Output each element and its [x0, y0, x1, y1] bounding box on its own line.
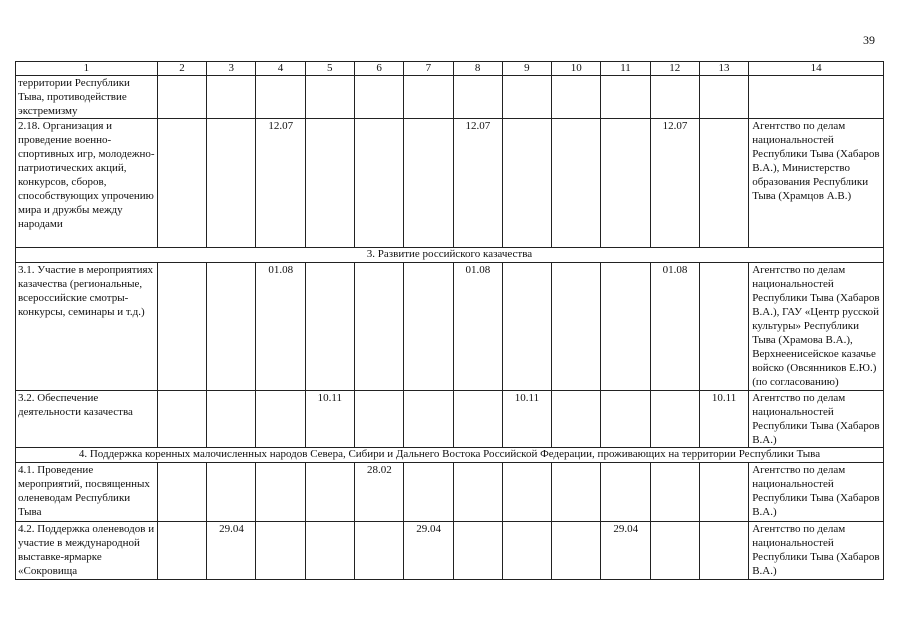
column-header: 8 [453, 62, 502, 76]
date-cell [699, 119, 748, 248]
date-cell [601, 263, 650, 391]
column-header-row [16, 62, 884, 76]
activity-cell: 4.1. Проведение мероприятий, посвященных оленеводам Республики Тыва [16, 463, 158, 522]
date-cell: 12.07 [453, 119, 502, 248]
column-header: 1 [16, 62, 158, 76]
date-cell [502, 463, 551, 522]
plan-table [15, 61, 884, 580]
date-cell [354, 119, 403, 248]
responsible-cell: Агентство по делам национальностей Республики Тыва (Хабаров В.А.) [749, 463, 884, 522]
responsible-cell: Агентство по делам национальностей Республики Тыва (Хабаров В.А.) [749, 391, 884, 448]
empty-cell [157, 76, 206, 119]
date-cell: 01.08 [453, 263, 502, 391]
date-cell [207, 76, 256, 119]
date-cell [207, 119, 256, 248]
empty-cell [157, 119, 206, 248]
date-cell [354, 263, 403, 391]
column-header: 5 [305, 62, 354, 76]
date-cell [601, 76, 650, 119]
date-cell: 29.04 [601, 522, 650, 580]
date-cell [207, 391, 256, 448]
responsible-cell: Агентство по делам национальностей Республики Тыва (Хабаров В.А.), Министерство образования Республики Тыва (Храмцов А.В.) [749, 119, 884, 248]
date-cell [305, 522, 354, 580]
date-cell [552, 119, 601, 248]
date-cell [256, 463, 305, 522]
column-header: 2 [157, 62, 206, 76]
date-cell: 12.07 [256, 119, 305, 248]
empty-cell [157, 391, 206, 448]
responsible-cell [749, 76, 884, 119]
date-cell [502, 76, 551, 119]
section-row [16, 248, 884, 263]
date-cell [404, 463, 453, 522]
activity-cell: 2.18. Организация и проведение военно-спортивных игр, молодежно-патриотических акций, конкурсов, сборов, способствующих упрочению мира и дружбы между народами [16, 119, 158, 248]
date-cell [650, 463, 699, 522]
date-cell [601, 119, 650, 248]
table-row [16, 391, 884, 448]
activity-cell: 4.2. Поддержка оленеводов и участие в международной выставке-ярмарке «Сокровища [16, 522, 158, 580]
date-cell [601, 463, 650, 522]
date-cell [699, 263, 748, 391]
date-cell [552, 522, 601, 580]
date-cell [552, 463, 601, 522]
date-cell: 10.11 [502, 391, 551, 448]
column-header: 9 [502, 62, 551, 76]
section-heading: 4. Поддержка коренных малочисленных народов Севера, Сибири и Дальнего Востока Российской Федерации, проживающих на территории Республики Тыва [16, 448, 884, 463]
empty-cell [157, 522, 206, 580]
section-heading: 3. Развитие российского казачества [16, 248, 884, 263]
date-cell [453, 522, 502, 580]
table-row [16, 76, 884, 119]
date-cell [305, 463, 354, 522]
date-cell: 29.04 [404, 522, 453, 580]
section-row [16, 448, 884, 463]
table-row [16, 263, 884, 391]
date-cell [699, 463, 748, 522]
activity-cell: 3.1. Участие в мероприятиях казачества (региональные, всероссийские смотры-конкурсы, семинары и т.д.) [16, 263, 158, 391]
date-cell [207, 263, 256, 391]
table-row [16, 522, 884, 580]
date-cell [404, 119, 453, 248]
date-cell [305, 263, 354, 391]
date-cell [699, 76, 748, 119]
responsible-cell: Агентство по делам национальностей Республики Тыва (Хабаров В.А.) [749, 522, 884, 580]
date-cell [650, 522, 699, 580]
date-cell: 01.08 [256, 263, 305, 391]
date-cell [650, 391, 699, 448]
date-cell: 01.08 [650, 263, 699, 391]
column-header: 6 [354, 62, 403, 76]
date-cell [552, 391, 601, 448]
date-cell [207, 463, 256, 522]
page-number: 39 [863, 33, 875, 47]
column-header: 3 [207, 62, 256, 76]
responsible-cell: Агентство по делам национальностей Республики Тыва (Хабаров В.А.), ГАУ «Центр русской культуры» Республики Тыва (Храмова В.А.), Верхнеенисейское казачье войско (Овсянников Е.Ю.) (по согласованию) [749, 263, 884, 391]
date-cell [453, 76, 502, 119]
column-header: 11 [601, 62, 650, 76]
empty-cell [157, 263, 206, 391]
date-cell [256, 391, 305, 448]
date-cell [502, 263, 551, 391]
empty-cell [157, 463, 206, 522]
column-header: 10 [552, 62, 601, 76]
date-cell [305, 76, 354, 119]
date-cell [699, 522, 748, 580]
date-cell [305, 119, 354, 248]
date-cell: 10.11 [305, 391, 354, 448]
date-cell [404, 391, 453, 448]
date-cell [404, 76, 453, 119]
table-row [16, 463, 884, 522]
date-cell [453, 463, 502, 522]
date-cell [552, 263, 601, 391]
date-cell [601, 391, 650, 448]
column-header: 13 [699, 62, 748, 76]
date-cell [354, 76, 403, 119]
date-cell: 10.11 [699, 391, 748, 448]
column-header: 12 [650, 62, 699, 76]
date-cell [502, 119, 551, 248]
activity-cell: 3.2. Обеспечение деятельности казачества [16, 391, 158, 448]
column-header: 14 [749, 62, 884, 76]
date-cell: 12.07 [650, 119, 699, 248]
date-cell [256, 522, 305, 580]
date-cell [502, 522, 551, 580]
date-cell [453, 391, 502, 448]
date-cell [552, 76, 601, 119]
date-cell [404, 263, 453, 391]
date-cell [354, 391, 403, 448]
activity-cell: территории Республики Тыва, противодействие экстремизму [16, 76, 158, 119]
date-cell: 28.02 [354, 463, 403, 522]
date-cell [256, 76, 305, 119]
table-row [16, 119, 884, 248]
column-header: 4 [256, 62, 305, 76]
date-cell [650, 76, 699, 119]
date-cell [354, 522, 403, 580]
column-header: 7 [404, 62, 453, 76]
date-cell: 29.04 [207, 522, 256, 580]
